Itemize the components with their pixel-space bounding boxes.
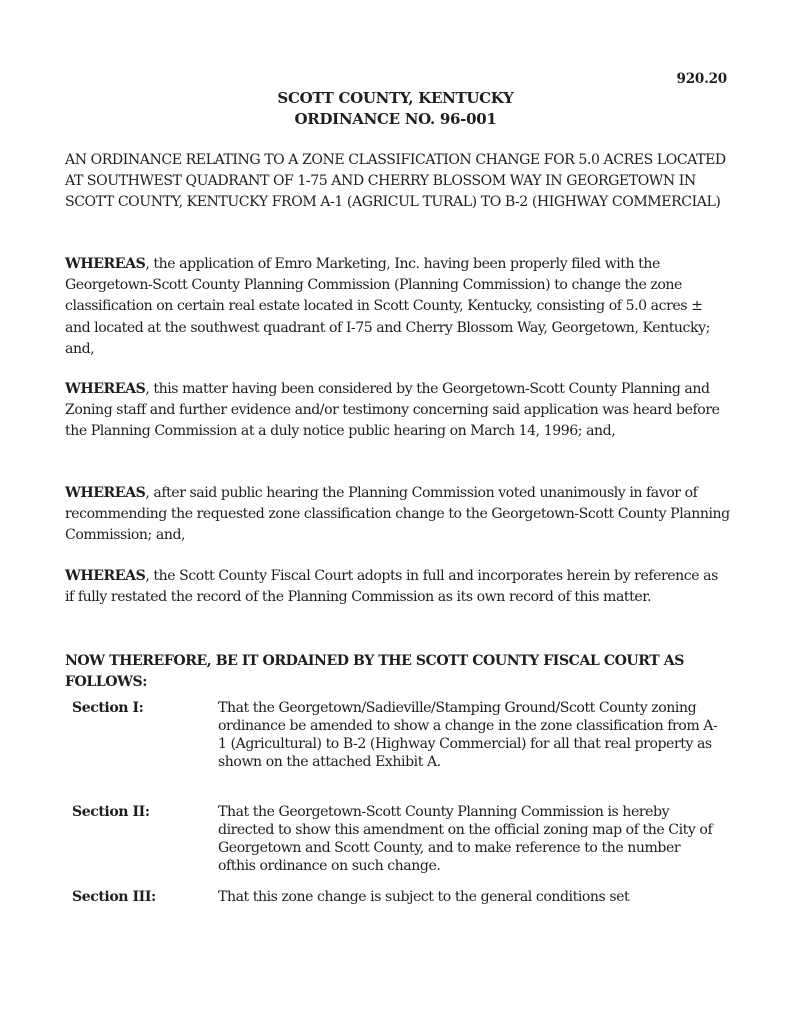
- section-label: Section III:: [72, 889, 156, 905]
- section-text: That the Georgetown/Sadieville/Stamping Ground/Scott County zoning ordinance be amended to show a change in the zone classification from A-1 (Agricultural) to B-2 (Highway Commercial) for all that real property as shown on the attached Exhibit A.: [218, 700, 718, 770]
- whereas-text: , after said public hearing the Planning Commission voted unanimously in favor of recommending the requested zone classification change to the Georgetown-Scott County Planning Commission; and,: [65, 485, 730, 544]
- section-item: [72, 888, 732, 906]
- whereas-paragraph: [65, 379, 730, 443]
- whereas-paragraph: [65, 254, 730, 360]
- whereas-lead: WHEREAS: [65, 568, 146, 584]
- whereas-paragraph: [65, 566, 730, 608]
- section-item: [72, 699, 732, 771]
- page-number: 920.20: [676, 71, 727, 87]
- ordinance-number: ORDINANCE NO. 96-001: [294, 110, 497, 128]
- section-label: Section II:: [72, 804, 150, 820]
- whereas-lead: WHEREAS: [65, 256, 146, 272]
- section-text: That this zone change is subject to the general conditions set: [218, 889, 630, 905]
- whereas-paragraph: [65, 483, 730, 547]
- whereas-lead: WHEREAS: [65, 381, 146, 397]
- ordinance-intro: AN ORDINANCE RELATING TO A ZONE CLASSIFICATION CHANGE FOR 5.0 ACRES LOCATED AT SOUTHWEST QUADRANT OF 1-75 AND CHERRY BLOSSOM WAY IN GEORGETOWN IN SCOTT COUNTY, KENTUCKY FROM A-1 (AGRICUL TURAL) TO B-2 (HIGHWAY COMMERCIAL): [65, 152, 726, 211]
- whereas-text: , the Scott County Fiscal Court adopts in full and incorporates herein by reference as if fully restated the record of the Planning Commission as its own record of this matter.: [65, 568, 718, 606]
- county-title: SCOTT COUNTY, KENTUCKY: [277, 89, 514, 107]
- whereas-lead: WHEREAS: [65, 485, 146, 501]
- section-item: [72, 803, 732, 875]
- section-text: That the Georgetown-Scott County Planning Commission is hereby directed to show this amendment on the official zoning map of the City of Georgetown and Scott County, and to make reference to the number ofthis ordinance on such change.: [218, 804, 713, 874]
- whereas-text: , this matter having been considered by the Georgetown-Scott County Planning and Zoning staff and further evidence and/or testimony concerning said application was heard before the Planning Commission at a duly notice public hearing on March 14, 1996; and,: [65, 381, 720, 440]
- ordain-clause: NOW THEREFORE, BE IT ORDAINED BY THE SCOTT COUNTY FISCAL COURT AS FOLLOWS:: [65, 653, 685, 691]
- section-label: Section I:: [72, 700, 144, 716]
- whereas-text: , the application of Emro Marketing, Inc. having been properly filed with the Georgetown-Scott County Planning Commission (Planning Commission) to change the zone classification on certain real estate located in Scott County, Kentucky, consisting of 5.0 acres ± and located at the southwest quadrant of I-75 and Cherry Blossom Way, Georgetown, Kentucky; and,: [65, 256, 710, 357]
